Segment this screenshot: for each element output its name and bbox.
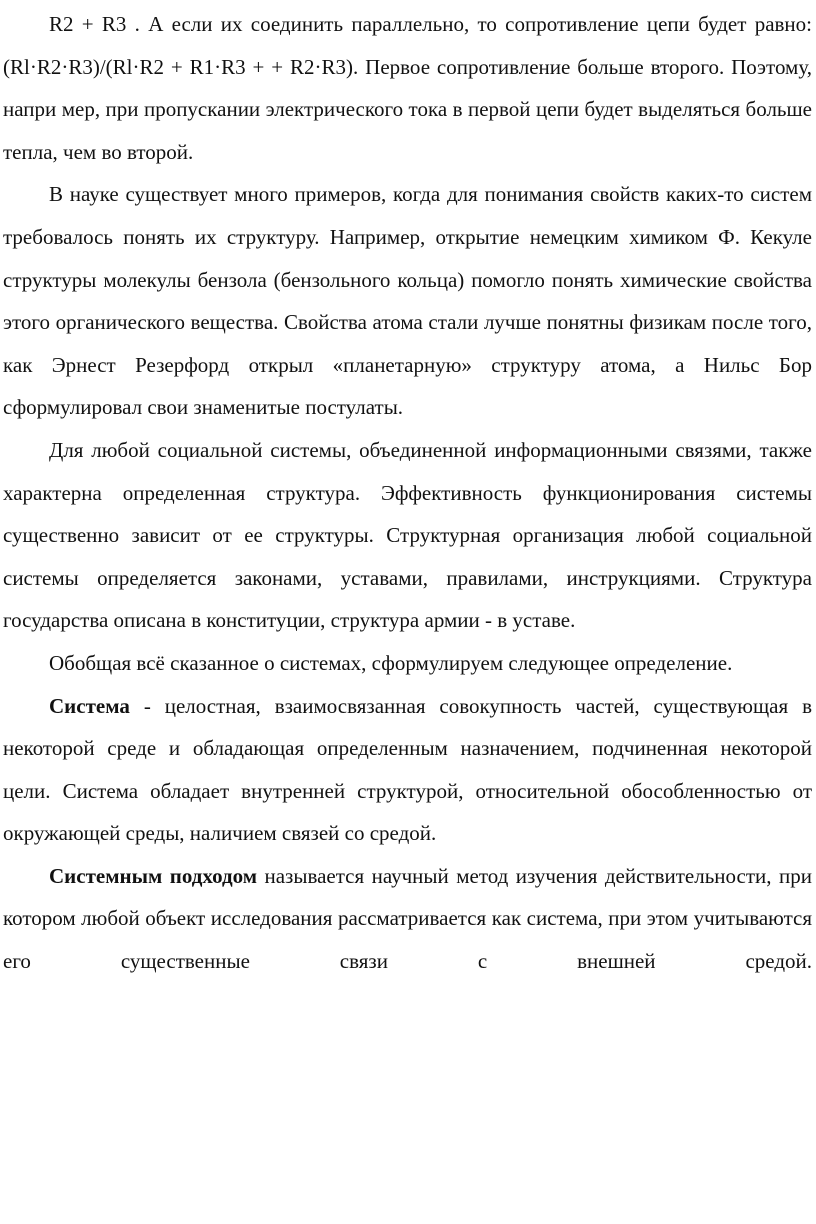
paragraph-circuit-resistance: R2 + R3 . А если их соединить параллельно, то сопротивление цепи будет равно: (Rl·R2·R3)/(Rl·R2 + R1·R3 + + R2·R3). Первое сопротивление больше второго. Поэтому, напри мер, при пропускании электрического тока в первой цепи будет выделяться больше тепла, чем во второй. [3,12,812,164]
definition-system-text: - целостная, взаимосвязанная совокупность частей, существующая в некоторой среде и обладающая определенным назначением, подчиненная некоторой цели. Система обладает внутренней структурой, относительной обособленностью от окружающей среды, наличием связей со средой. [3,693,812,846]
paragraph-system-definition [3,685,812,855]
paragraph-social-systems: Для любой социальной системы, объединенной информационными связями, также характерна определенная структура. Эффективность функционирования системы существенно зависит от ее структуры. Структурная организация любой социальной системы определяется законами, уставами, правилами, инструкциями. Структура государства описана в конституции, структура армии - в уставе. [3,437,812,633]
paragraph-summary: Обобщая всё сказанное о системах, сформулируем следующее определение. [49,650,733,675]
paragraph-system-approach-definition [3,855,812,983]
term-system: Система [49,693,130,718]
term-system-approach: Системным подходом [49,863,258,888]
paragraph-structure-examples: В науке существует много примеров, когда для понимания свойств каких-то систем требовалось понять их структуру. Например, открытие немецким химиком Ф. Кекуле структуры молекулы бензола (бензольного кольца) помогло понять химические свойства этого органического вещества. Свойства атома стали лучше понятны физикам после того, как Эрнест Резерфорд открыл «планетарную» структуру атома, а Нильс Бор сформулировал свои знаменитые постулаты. [3,182,812,420]
definition-system-approach-text: называется научный метод изучения действительности, при котором любой объект исследования рассматривается как система, при этом учитываются его существенные связи с внешней средой. [3,863,812,974]
